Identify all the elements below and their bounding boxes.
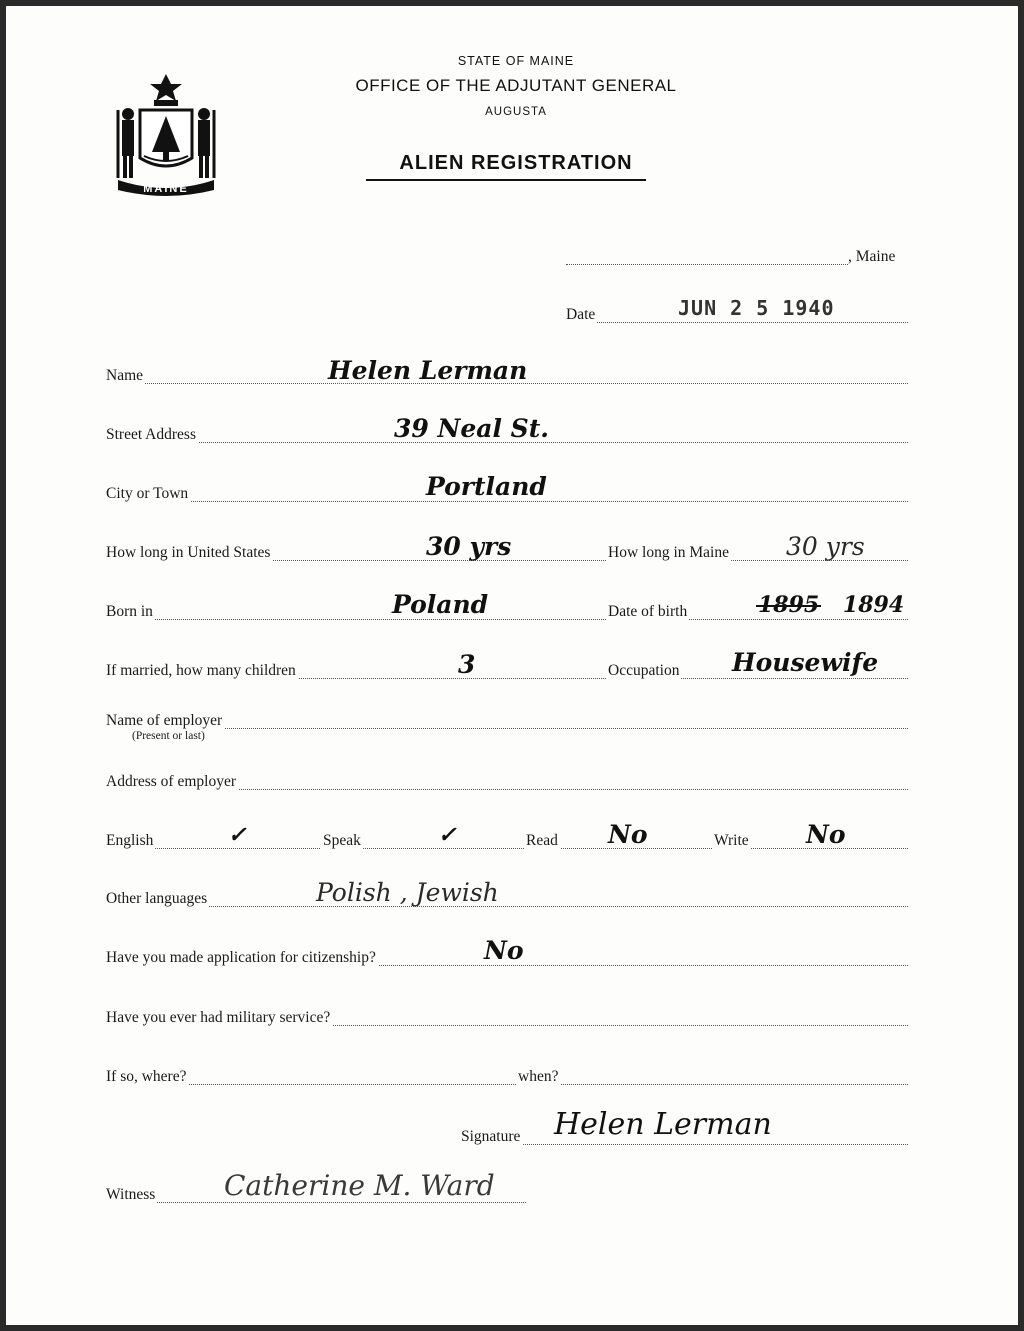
occupation-value[interactable]: Housewife (732, 648, 879, 677)
signature-line (461, 1144, 908, 1145)
speak-label: Speak (323, 832, 361, 849)
signature-value[interactable]: Helen Lerman (554, 1107, 772, 1142)
english-check[interactable]: ✓ (228, 822, 247, 848)
how-long-maine-value[interactable]: 30 yrs (786, 532, 865, 561)
english-label: English (106, 832, 154, 849)
english-line (106, 848, 908, 849)
location-line (566, 264, 848, 265)
write-value[interactable]: No (806, 820, 846, 849)
witness-value[interactable]: Catherine M. Ward (224, 1169, 495, 1202)
citizenship-value[interactable]: No (484, 936, 524, 965)
street-value[interactable]: 39 Neal St. (394, 414, 549, 443)
born-line (106, 619, 908, 620)
born-in-label: Born in (106, 603, 153, 620)
city-label: City or Town (106, 485, 189, 502)
street-label: Street Address (106, 426, 196, 443)
military-label: Have you ever had military service? (106, 1009, 331, 1026)
name-value[interactable]: Helen Lerman (328, 356, 528, 385)
header-city: AUGUSTA (485, 106, 547, 118)
how-long-us-label: How long in United States (106, 544, 271, 561)
date-stamp[interactable]: JUN 2 5 1940 (678, 296, 835, 320)
dob-label: Date of birth (608, 603, 688, 620)
employer-name-line (106, 728, 908, 729)
witness-label: Witness (106, 1186, 156, 1203)
seal-banner-text: MAINE (143, 183, 189, 195)
title-underline (366, 179, 646, 181)
citizenship-label: Have you made application for citizenship? (106, 949, 376, 966)
name-label: Name (106, 367, 144, 384)
children-label: If married, how many children (106, 662, 296, 679)
occupation-label: Occupation (608, 662, 680, 679)
employer-name-sublabel: (Present or last) (132, 730, 205, 742)
witness-line (106, 1202, 526, 1203)
employer-address-label: Address of employer (106, 773, 236, 790)
speak-check[interactable]: ✓ (438, 822, 457, 848)
dob-struck-value: 1895 (758, 592, 820, 618)
where-when-line (106, 1084, 908, 1085)
location-suffix: , Maine (848, 248, 896, 265)
dob-value-group[interactable] (758, 594, 904, 616)
languages-label: Other languages (106, 890, 208, 907)
born-in-value[interactable]: Poland (392, 590, 489, 619)
header-office: OFFICE OF THE ADJUTANT GENERAL (355, 76, 677, 95)
languages-value[interactable]: Polish , Jewish (316, 878, 499, 907)
registration-form (6, 6, 1018, 1325)
form-title: ALIEN REGISTRATION (399, 152, 633, 174)
how-long-us-value[interactable]: 30 yrs (426, 532, 512, 561)
where-label: If so, where? (106, 1068, 187, 1085)
employer-name-label: Name of employer (106, 712, 223, 729)
languages-line (106, 906, 908, 907)
signature-label: Signature (461, 1128, 521, 1145)
read-value[interactable]: No (608, 820, 648, 849)
when-label: when? (518, 1068, 559, 1085)
write-label: Write (714, 832, 749, 849)
date-label: Date (566, 306, 596, 323)
children-value[interactable]: 3 (458, 650, 476, 679)
read-label: Read (526, 832, 558, 849)
how-long-maine-label: How long in Maine (608, 544, 729, 561)
dob-value: 1894 (842, 592, 905, 618)
date-line (566, 322, 908, 323)
city-line (106, 501, 908, 502)
city-value[interactable]: Portland (426, 472, 547, 501)
maine-seal-icon (110, 70, 222, 198)
header-state: STATE OF MAINE (457, 54, 575, 68)
